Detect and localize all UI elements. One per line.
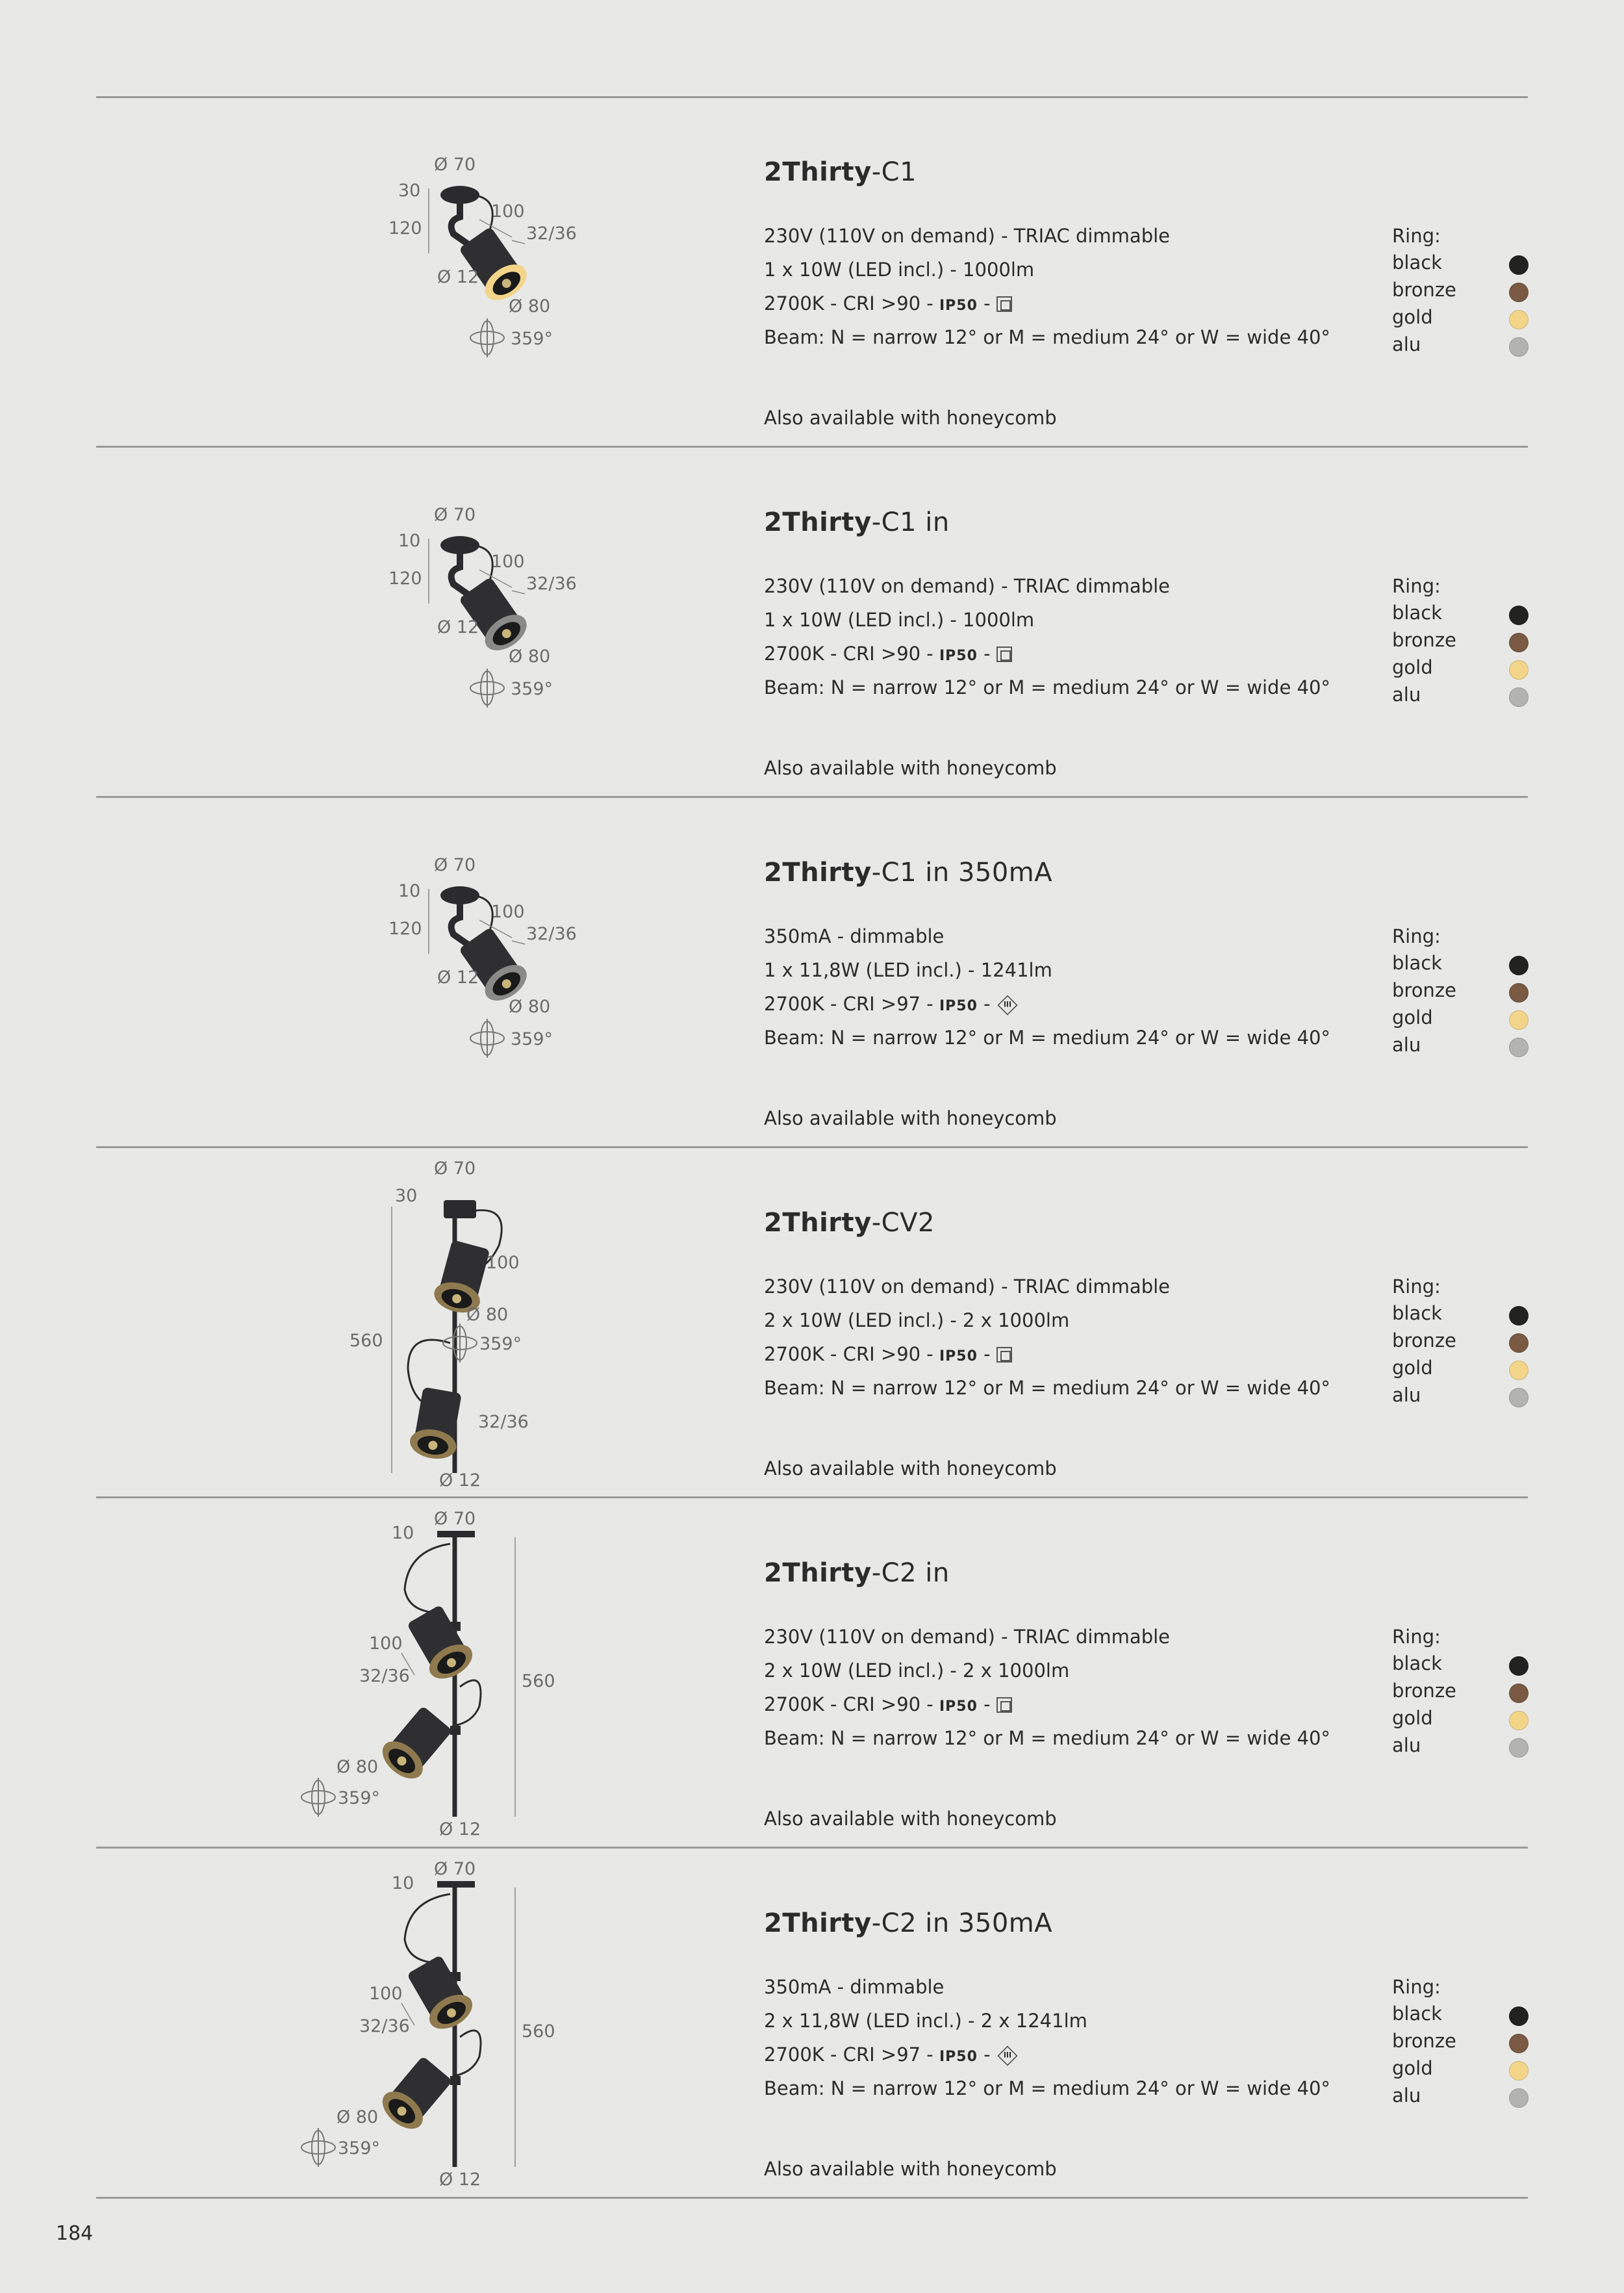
lamp-head-upper (403, 1602, 478, 1685)
class-ii-icon (996, 647, 1012, 662)
dim-rotation: 359° (511, 1029, 553, 1049)
product-name-bold: 2Thirty (764, 157, 872, 187)
ring-option-label: alu (1392, 333, 1421, 355)
ring-option-alu (1392, 684, 1529, 711)
dim-total-height: 120 (388, 919, 422, 939)
color-swatch-black (1509, 956, 1529, 975)
dim-head-diameter: Ø 80 (509, 997, 551, 1017)
color-swatch-black (1509, 606, 1529, 625)
spec-line: 1 x 10W (LED incl.) - 1000lm (764, 609, 1035, 631)
ring-option-label: alu (1392, 684, 1421, 706)
color-swatch-bronze (1509, 2034, 1529, 2053)
class-iii-icon (997, 2045, 1017, 2066)
dim-top-diameter: Ø 70 (434, 505, 476, 525)
product-name-bold: 2Thirty (764, 1208, 872, 1238)
lamp-head (455, 925, 533, 1008)
product-section (96, 1849, 1528, 2199)
ring-option-label: black (1392, 952, 1442, 974)
dim-base-height: 10 (398, 531, 421, 551)
color-swatch-black (1509, 1656, 1529, 1676)
technical-drawing (174, 798, 759, 1146)
ring-option-bronze (1392, 629, 1529, 656)
product-title (764, 507, 950, 537)
spec-line: 230V (110V on demand) - TRIAC dimmable (764, 1626, 1171, 1648)
dim-angle: 32/36 (526, 574, 577, 594)
product-section (96, 798, 1528, 1148)
ring-option-label: black (1392, 602, 1442, 624)
separator: - (977, 1343, 996, 1365)
ring-option-bronze (1392, 979, 1529, 1006)
dim-stem-diameter: Ø 12 (437, 967, 479, 988)
dim-length: 100 (491, 552, 525, 572)
dim-base-height: 30 (395, 1186, 418, 1206)
ring-option-alu (1392, 1734, 1529, 1761)
product-name-bold: 2Thirty (764, 1908, 872, 1938)
ring-option-label: gold (1392, 306, 1433, 328)
color-swatch-bronze (1509, 633, 1529, 652)
ring-option-black (1392, 1652, 1529, 1680)
dim-base-height: 30 (398, 181, 421, 201)
lamp-head (455, 574, 533, 658)
ring-option-label: alu (1392, 1384, 1421, 1406)
color-swatch-alu (1509, 337, 1529, 357)
ring-options (1392, 1849, 1529, 2197)
spec-line: 2 x 11,8W (LED incl.) - 2 x 1241lm (764, 2010, 1087, 2032)
ring-label: Ring: (1392, 1626, 1441, 1648)
dim-length: 100 (369, 1984, 403, 2004)
ring-option-black (1392, 952, 1529, 979)
honeycomb-note: Also available with honeycomb (764, 1457, 1057, 1480)
canopy (437, 1881, 475, 1888)
cri-text: 2700K - CRI >90 - (764, 292, 939, 314)
dim-angle: 32/36 (526, 924, 577, 944)
color-swatch-black (1509, 1306, 1529, 1326)
ring-options (1392, 1498, 1529, 1847)
dim-total-height: 560 (522, 2021, 555, 2042)
ring-label: Ring: (1392, 575, 1441, 597)
product-title (764, 1208, 935, 1238)
spec-line: 230V (110V on demand) - TRIAC dimmable (764, 225, 1171, 247)
ring-option-label: bronze (1392, 2030, 1456, 2052)
page-number: 184 (56, 2222, 94, 2245)
dim-base-height: 10 (398, 881, 421, 901)
ring-option-label: alu (1392, 2084, 1421, 2107)
dim-head-diameter: Ø 80 (336, 2107, 379, 2127)
technical-drawing (174, 1498, 759, 1847)
ring-option-label: black (1392, 1302, 1442, 1324)
cri-text: 2700K - CRI >90 - (764, 643, 939, 665)
dim-head-diameter: Ø 80 (509, 647, 551, 667)
ring-option-alu (1392, 2084, 1529, 2112)
dim-rotation: 359° (338, 2138, 381, 2158)
dim-angle: 32/36 (359, 1666, 410, 1686)
ring-options (1392, 97, 1529, 446)
spec-line: 350mA - dimmable (764, 1976, 945, 1998)
beam-line: Beam: N = narrow 12° or M = medium 24° or W = wide 40° (764, 1027, 1330, 1049)
ring-option-label: gold (1392, 656, 1433, 678)
product-name-suffix: -C2 in (871, 1558, 950, 1588)
dim-total-height: 560 (349, 1331, 383, 1351)
spec-block (764, 1148, 1427, 1496)
dim-rotation: 359° (511, 679, 553, 699)
color-swatch-alu (1509, 2088, 1529, 2108)
spec-block (764, 798, 1427, 1146)
spec-block (764, 448, 1427, 796)
product-name-suffix: -CV2 (871, 1208, 935, 1238)
ring-option-label: bronze (1392, 279, 1456, 301)
color-swatch-gold (1509, 2061, 1529, 2081)
ring-option-alu (1392, 333, 1529, 361)
cri-line (764, 292, 1012, 314)
dim-rotation: 359° (338, 1788, 381, 1808)
dim-top-diameter: Ø 70 (434, 1859, 476, 1879)
color-swatch-gold (1509, 310, 1529, 329)
ip-rating: IP50 (939, 648, 978, 664)
ring-option-label: black (1392, 251, 1442, 274)
beam-line: Beam: N = narrow 12° or M = medium 24° or W = wide 40° (764, 676, 1330, 698)
technical-drawing (174, 1148, 759, 1496)
product-name-suffix: -C1 in (871, 507, 950, 537)
product-title (764, 858, 1052, 888)
lamp-head (455, 224, 533, 307)
product-name-suffix: -C2 in 350mA (871, 1908, 1053, 1938)
dim-stem-diameter: Ø 12 (439, 2170, 481, 2190)
ring-option-label: alu (1392, 1734, 1421, 1756)
ring-option-label: bronze (1392, 1329, 1456, 1351)
ring-option-gold (1392, 1357, 1529, 1384)
ring-label: Ring: (1392, 1976, 1441, 1998)
spec-block (764, 97, 1427, 446)
ring-option-black (1392, 2003, 1529, 2030)
spec-line: 350mA - dimmable (764, 925, 945, 947)
spec-line: 1 x 10W (LED incl.) - 1000lm (764, 259, 1035, 281)
beam-line: Beam: N = narrow 12° or M = medium 24° or W = wide 40° (764, 2077, 1330, 2099)
separator: - (977, 2043, 996, 2066)
ring-option-label: black (1392, 2003, 1442, 2025)
ring-label: Ring: (1392, 925, 1441, 947)
ring-option-black (1392, 1302, 1529, 1329)
product-section (96, 1498, 1528, 1849)
ring-options (1392, 1148, 1529, 1496)
product-section (96, 1148, 1528, 1498)
color-swatch-gold (1509, 1010, 1529, 1030)
product-name-suffix: -C1 (871, 157, 917, 187)
product-name-bold: 2Thirty (764, 858, 872, 888)
honeycomb-note: Also available with honeycomb (764, 757, 1057, 779)
honeycomb-note: Also available with honeycomb (764, 1107, 1057, 1129)
ring-option-label: bronze (1392, 629, 1456, 651)
rotation-icon (470, 1019, 504, 1058)
dim-rotation: 359° (511, 329, 553, 349)
class-iii-label: III (1003, 1001, 1012, 1009)
dim-length: 100 (491, 902, 525, 922)
spec-block (764, 1498, 1427, 1847)
color-swatch-bronze (1509, 283, 1529, 302)
dim-total-height: 120 (388, 569, 422, 589)
ring-option-label: alu (1392, 1034, 1421, 1056)
ring-option-bronze (1392, 279, 1529, 306)
spec-line: 230V (110V on demand) - TRIAC dimmable (764, 575, 1171, 597)
dim-top-diameter: Ø 70 (434, 155, 476, 175)
dim-top-diameter: Ø 70 (434, 1159, 476, 1179)
dim-length: 100 (486, 1253, 520, 1273)
class-iii-icon (997, 995, 1017, 1015)
dim-total-height: 120 (388, 218, 422, 238)
ring-option-bronze (1392, 1329, 1529, 1357)
cri-line (764, 2043, 1016, 2066)
lamp-head-lower (375, 1703, 455, 1786)
ring-option-label: gold (1392, 1707, 1433, 1729)
rotation-icon (301, 1778, 335, 1817)
rotation-icon (470, 669, 504, 708)
ring-option-label: black (1392, 1652, 1442, 1674)
canopy (437, 1531, 475, 1537)
ring-option-alu (1392, 1034, 1529, 1061)
spec-line: 2 x 10W (LED incl.) - 2 x 1000lm (764, 1309, 1070, 1331)
ring-option-alu (1392, 1384, 1529, 1411)
ring-option-bronze (1392, 2030, 1529, 2057)
dim-rotation: 359° (479, 1334, 522, 1354)
beam-line: Beam: N = narrow 12° or M = medium 24° or W = wide 40° (764, 1727, 1330, 1749)
dim-base-height: 10 (392, 1873, 414, 1893)
ring-option-gold (1392, 1707, 1529, 1734)
cri-text: 2700K - CRI >90 - (764, 1693, 939, 1715)
separator: - (977, 643, 996, 665)
ring-option-label: gold (1392, 1006, 1433, 1029)
dim-head-diameter: Ø 80 (336, 1757, 379, 1777)
product-title (764, 1908, 1052, 1938)
cri-line (764, 1343, 1012, 1365)
honeycomb-note: Also available with honeycomb (764, 407, 1057, 429)
separator: - (977, 1693, 996, 1715)
cri-text: 2700K - CRI >97 - (764, 993, 939, 1015)
ip-rating: IP50 (939, 998, 978, 1014)
dim-stem-diameter: Ø 12 (437, 267, 479, 287)
product-title (764, 157, 917, 187)
dim-total-height: 560 (522, 1671, 555, 1691)
dim-base-height: 10 (392, 1523, 414, 1543)
dim-angle: 32/36 (478, 1412, 529, 1432)
product-section (96, 448, 1528, 798)
dim-head-diameter: Ø 80 (466, 1305, 509, 1325)
product-name-bold: 2Thirty (764, 507, 872, 537)
class-ii-icon (996, 1697, 1012, 1713)
class-ii-icon (996, 296, 1012, 312)
ring-label: Ring: (1392, 225, 1441, 247)
ring-option-bronze (1392, 1680, 1529, 1707)
cri-text: 2700K - CRI >90 - (764, 1343, 939, 1365)
cri-line (764, 1693, 1012, 1715)
cri-line (764, 643, 1012, 665)
dim-top-diameter: Ø 70 (434, 1509, 476, 1529)
class-iii-label: III (1003, 2051, 1012, 2060)
color-swatch-gold (1509, 660, 1529, 680)
dim-angle: 32/36 (359, 2016, 410, 2036)
color-swatch-bronze (1509, 983, 1529, 1003)
beam-line: Beam: N = narrow 12° or M = medium 24° or W = wide 40° (764, 1377, 1330, 1399)
ip-rating: IP50 (939, 2049, 978, 2065)
ring-option-gold (1392, 306, 1529, 333)
spec-block (764, 1849, 1427, 2197)
separator: - (977, 292, 996, 314)
dim-length: 100 (491, 201, 525, 222)
ring-option-black (1392, 251, 1529, 279)
technical-drawing (174, 448, 759, 796)
ring-option-gold (1392, 2057, 1529, 2084)
ring-option-gold (1392, 656, 1529, 684)
color-swatch-alu (1509, 1738, 1529, 1758)
color-swatch-alu (1509, 1388, 1529, 1407)
dim-stem-diameter: Ø 12 (439, 1819, 481, 1839)
spec-line: 2 x 10W (LED incl.) - 2 x 1000lm (764, 1659, 1070, 1682)
color-swatch-gold (1509, 1711, 1529, 1730)
ring-option-label: bronze (1392, 1680, 1456, 1702)
dim-length: 100 (369, 1633, 403, 1654)
lamp-head-lower (375, 2053, 455, 2136)
ring-option-gold (1392, 1006, 1529, 1034)
rotation-icon (470, 318, 504, 357)
product-section (96, 97, 1528, 448)
color-swatch-alu (1509, 1038, 1529, 1057)
spec-line: 230V (110V on demand) - TRIAC dimmable (764, 1275, 1171, 1298)
rotation-icon (301, 2128, 335, 2167)
separator: - (977, 993, 996, 1015)
color-swatch-gold (1509, 1361, 1529, 1380)
class-ii-icon (996, 1347, 1012, 1363)
dim-stem-diameter: Ø 12 (439, 1470, 481, 1491)
technical-drawing (174, 97, 759, 446)
ring-options (1392, 448, 1529, 796)
ring-options (1392, 798, 1529, 1146)
dim-top-diameter: Ø 70 (434, 855, 476, 875)
ring-option-label: gold (1392, 1357, 1433, 1379)
ring-label: Ring: (1392, 1275, 1441, 1298)
ip-rating: IP50 (939, 1348, 978, 1364)
color-swatch-black (1509, 255, 1529, 275)
ring-option-label: gold (1392, 2057, 1433, 2079)
color-swatch-bronze (1509, 1684, 1529, 1703)
honeycomb-note: Also available with honeycomb (764, 1808, 1057, 1830)
product-name-suffix: -C1 in 350mA (871, 858, 1053, 888)
ip-rating: IP50 (939, 1698, 978, 1715)
spec-line: 1 x 11,8W (LED incl.) - 1241lm (764, 959, 1052, 981)
product-name-bold: 2Thirty (764, 1558, 872, 1588)
dim-stem-diameter: Ø 12 (437, 617, 479, 637)
color-swatch-alu (1509, 687, 1529, 707)
color-swatch-black (1509, 2006, 1529, 2026)
cri-line (764, 993, 1016, 1015)
ring-option-label: bronze (1392, 979, 1456, 1001)
lamp-head-upper (403, 1953, 478, 2036)
honeycomb-note: Also available with honeycomb (764, 2158, 1057, 2180)
beam-line: Beam: N = narrow 12° or M = medium 24° or W = wide 40° (764, 326, 1330, 348)
section-divider (96, 2197, 1528, 2199)
ip-rating: IP50 (939, 298, 978, 314)
technical-drawing (174, 1849, 759, 2197)
dim-head-diameter: Ø 80 (509, 296, 551, 316)
color-swatch-bronze (1509, 1333, 1529, 1353)
dim-angle: 32/36 (526, 224, 577, 244)
cri-text: 2700K - CRI >97 - (764, 2043, 939, 2066)
product-title (764, 1558, 950, 1588)
canopy (444, 1200, 476, 1218)
ring-option-black (1392, 602, 1529, 629)
